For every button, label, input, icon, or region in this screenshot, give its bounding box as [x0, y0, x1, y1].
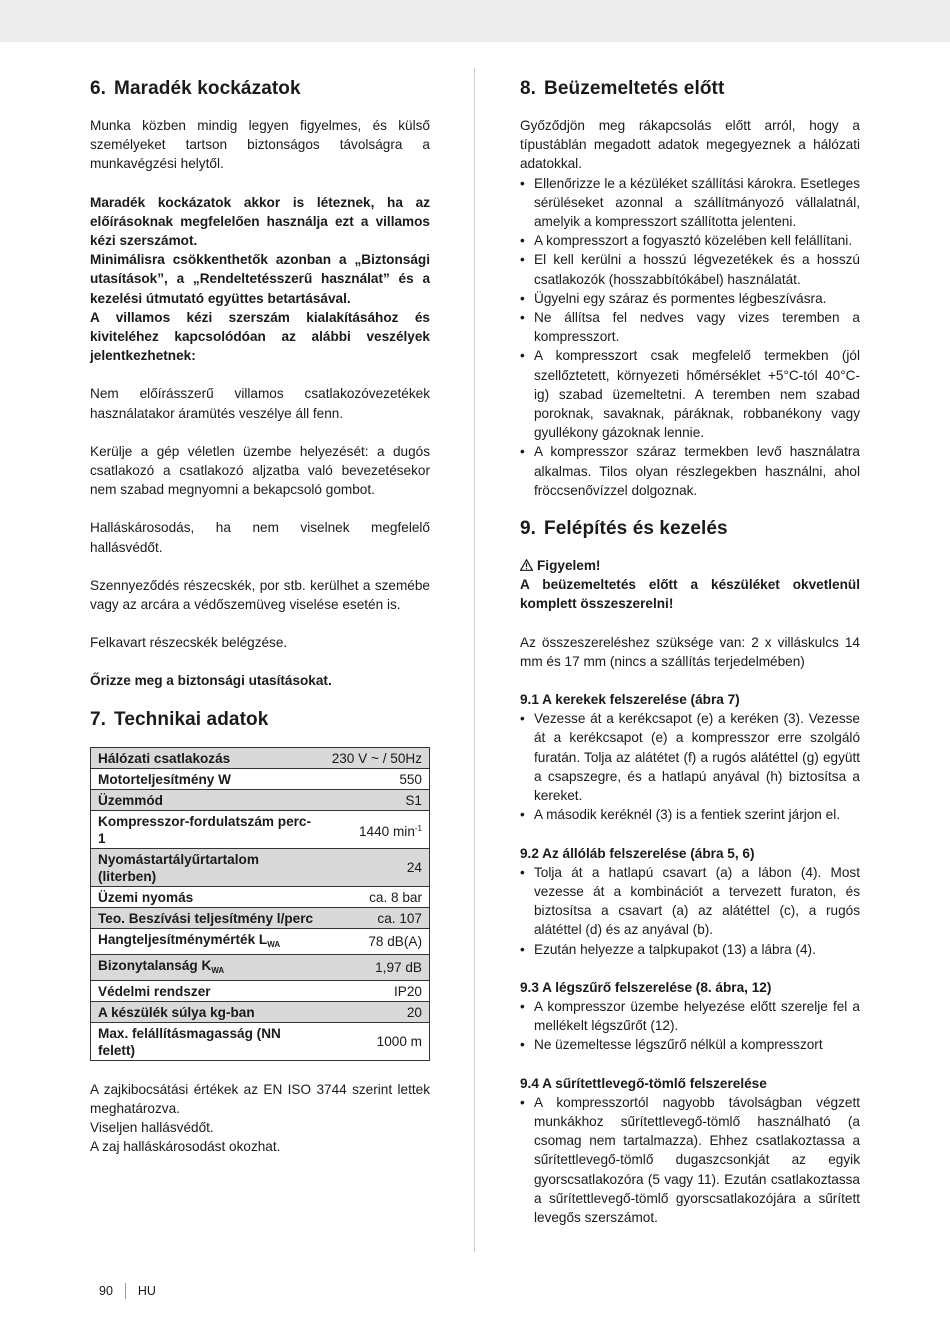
subsection-9-4-heading: 9.4 A sűrítettlevegő-tömlő felszerelése: [520, 1075, 767, 1091]
spec-value: 230 V ~ / 50Hz: [325, 747, 430, 768]
table-row: [91, 1001, 430, 1022]
list-item: • Ügyelni egy száraz és pormentes légbeszívásra.: [520, 289, 860, 308]
bold-paragraph: Minimálisra csökkenthetők azonban a „Biztonsági utasítások”, a „Rendeltetésszerű használat” és a kezelési útmutató együttes betartásával.: [90, 252, 430, 306]
right-column: [520, 76, 860, 1227]
spec-value: 1440 $\min^{-1}$: [325, 810, 430, 848]
spec-label: Nyomástartályűrtartalom (literben): [91, 848, 325, 886]
section-7-heading: 7. Technikai adatok: [90, 708, 269, 730]
spec-label: Motorteljesítmény W: [91, 768, 325, 789]
paragraph: Felkavart részecskék belégzése.: [90, 635, 288, 651]
list-item: • A kompresszor száraz termekben levő használatra alkalmas. Tilos olyan részlegekben használni, ahol fröccsenővízzel dolgoznak.: [520, 442, 860, 500]
subsection-9-1-heading: 9.1 A kerekek felszerelése (ábra 7): [520, 692, 740, 708]
paragraph: Győződjön meg rákapcsolás előtt arról, hogy a típustáblán megadott adatok megegyeznek a hálózati adatokkal.: [520, 118, 860, 172]
language-code: HU: [137, 1284, 156, 1298]
list-item: • A kompresszortól nagyobb távolságban végzett munkákhoz sűrítettlevegő-tömlő használható (a csomag nem tartalmazza). Ehhez csatlakoztassa a sűrítettlevegő-tömlő dugaszcsonkját az egyik gyorscsatlakozóra (5 vagy 11). Ezután csatlakoztassa a sűrítettlevegő-tömlő gyorscsatlakozójára a sűrített levegős szerszámot.: [520, 1093, 860, 1227]
table-row: [91, 768, 430, 789]
paragraph: Szennyeződés részecskék, por stb. kerülhet a szemébe vagy az arcára a védőszemüveg viselése esetén is.: [90, 577, 430, 613]
bold-paragraph: Őrizze meg a biztonsági utasításokat.: [90, 673, 332, 689]
spec-label: Max. felállításmagasság (NN felett): [91, 1022, 325, 1060]
section-9-heading: 9. Felépítés és kezelés: [520, 518, 728, 540]
page-footer: [99, 1283, 156, 1299]
subsection-9-3-heading: 9.3 A légszűrő felszerelése (8. ábra, 12): [520, 979, 772, 995]
spec-value: 20: [325, 1001, 430, 1022]
spec-value: 24: [325, 848, 430, 886]
bold-paragraph: Maradék kockázatok akkor is léteznek, ha az előírásoknak megfelelően használja ezt a villamos kézi szerszámot.: [90, 194, 430, 249]
list-item: • Ne üzemeltesse légszűrő nélkül a kompresszort: [520, 1035, 860, 1054]
spec-label: Kompresszor-fordulatszám perc-1: [91, 810, 325, 848]
spec-label: Védelmi rendszer: [91, 980, 325, 1001]
table-row: [91, 1022, 430, 1060]
column-divider: [474, 68, 475, 1252]
table-row: [91, 747, 430, 768]
left-column: [90, 76, 430, 1156]
table-row: [91, 789, 430, 810]
subsection-9-2-heading: 9.2 Az állóláb felszerelése (ábra 5, 6): [520, 845, 755, 861]
spec-value: 1,97 dB: [325, 954, 430, 980]
table-row: [91, 980, 430, 1001]
bold-paragraph: A villamos kézi szerszám kialakításához és kiviteléhez kapcsolódóan az alábbi veszélyek jelentkezhetnek:: [90, 309, 430, 364]
table-row: [91, 810, 430, 848]
section-8-heading: 8. Beüzemeltetés előtt: [520, 78, 725, 99]
list-item: • Tolja át a hatlapú csavart (a) a lábon (4). Most vezesse át a kombinációt a tervezett furaton, és biztosítsa a csavart (a) az alátéttel (c), a rugós alátéttel (d) és az anyával (b).: [520, 863, 860, 940]
table-row: [91, 954, 430, 980]
spec-label: Bizonytalanság $K_{WA}$: [91, 954, 325, 980]
spec-label: Üzemmód: [91, 789, 325, 810]
spec-label: Teo. Beszívási teljesítmény l/perc: [91, 907, 325, 928]
noise-note: A zaj halláskárosodást okozhat.: [90, 1139, 281, 1155]
table-row: [91, 907, 430, 928]
list-item: • Vezesse át a kerékcsapot (e) a keréken (3). Vezesse át a kerékcsapot (e) a kompresszor erre szolgáló furatán. Tolja az alátétet (f) a rugós alátéttel (g) együtt a csapszegre, és a hatlapú anyával (h) biztosítsa a kereket.: [520, 709, 860, 805]
list-item: • El kell kerülni a hosszú légvezetékek és a hosszú csatlakozók (hosszabbítókábel) használatát.: [520, 250, 860, 288]
technical-data-table: [90, 747, 430, 1061]
spec-label: Hangteljesítménymérték $L_{WA}$: [91, 928, 325, 954]
spec-value: ca. 8 bar: [325, 886, 430, 907]
paragraph: Halláskárosodás, ha nem viselnek megfelelő hallásvédőt.: [90, 520, 430, 555]
table-row: [91, 928, 430, 954]
spec-label: Hálózati csatlakozás: [91, 747, 325, 768]
paragraph: Az összeszereléshez szüksége van: 2 x villáskulcs 14 mm és 17 mm (nincs a szállítás terjedelmében): [520, 634, 860, 669]
section-6-heading: 6. Maradék kockázatok: [90, 78, 301, 99]
spec-label: A készülék súlya kg-ban: [91, 1001, 325, 1022]
paragraph: Nem előírásszerű villamos csatlakozóvezetékek használatakor áramütés veszélye áll fenn.: [90, 386, 430, 421]
top-bar: [0, 0, 950, 42]
list-item: • Ezután helyezze a talpkupakot (13) a lábra (4).: [520, 940, 860, 959]
spec-value: 78 dB(A): [325, 928, 430, 954]
spec-value: ca. 107: [325, 907, 430, 928]
list-item: • A kompresszort csak megfelelő termekben (jól szellőztetett, környezeti hőmérséklet +5°C-tól 40°C-ig) szabad üzemeltetni. A teremben nem szabad poroknak, savaknak, páráknak, robbanékony vagy gyullékony gázoknak lennie.: [520, 346, 860, 442]
bullet-list: [520, 863, 860, 959]
spec-value: 1000 m: [325, 1022, 430, 1060]
bullet-list: [520, 1093, 860, 1227]
list-item: • Ellenőrizze le a kézüléket szállítási károkra. Esetleges sérüléseket azonnal a szállítmányozó vállalatnál, amelyik a kompresszort szállította jelenteni.: [520, 174, 860, 232]
warning-title: Figyelem!: [520, 556, 860, 575]
list-item: • A második keréknél (3) is a fentiek szerint járjon el.: [520, 805, 860, 824]
paragraph: Munka közben mindig legyen figyelmes, és külső személyeket tartson biztonságos távolságra a munkavégzési helytől.: [90, 118, 430, 172]
spec-value: S1: [325, 789, 430, 810]
spec-value: IP20: [325, 980, 430, 1001]
spec-value: 550: [325, 768, 430, 789]
bullet-list: [520, 709, 860, 824]
spec-label: Üzemi nyomás: [91, 886, 325, 907]
noise-note: Viseljen hallásvédőt.: [90, 1120, 214, 1136]
noise-note: A zajkibocsátási értékek az EN ISO 3744 szerint lettek meghatározva.: [90, 1081, 430, 1116]
bullet-list: [520, 997, 860, 1055]
table-row: [91, 848, 430, 886]
list-item: • A kompresszort a fogyasztó közelében kell felállítani.: [520, 231, 860, 250]
page-number: 90: [99, 1283, 126, 1299]
list-item: • Ne állítsa fel nedves vagy vizes teremben a kompresszort.: [520, 308, 860, 346]
table-row: [91, 886, 430, 907]
bullet-list: [520, 174, 860, 500]
warning-triangle-icon: [520, 557, 533, 569]
warning-text: A beüzemeltetés előtt a készüléket okvetlenül komplett összeszerelni!: [520, 577, 860, 612]
list-item: • A kompresszor üzembe helyezése előtt szerelje fel a mellékelt légszűrőt (12).: [520, 997, 860, 1035]
paragraph: Kerülje a gép véletlen üzembe helyezését: a dugós csatlakozó a csatlakozó aljzatba való bevezetésekor nem szabad megnyomni a bekapcsoló gombot.: [90, 443, 430, 498]
